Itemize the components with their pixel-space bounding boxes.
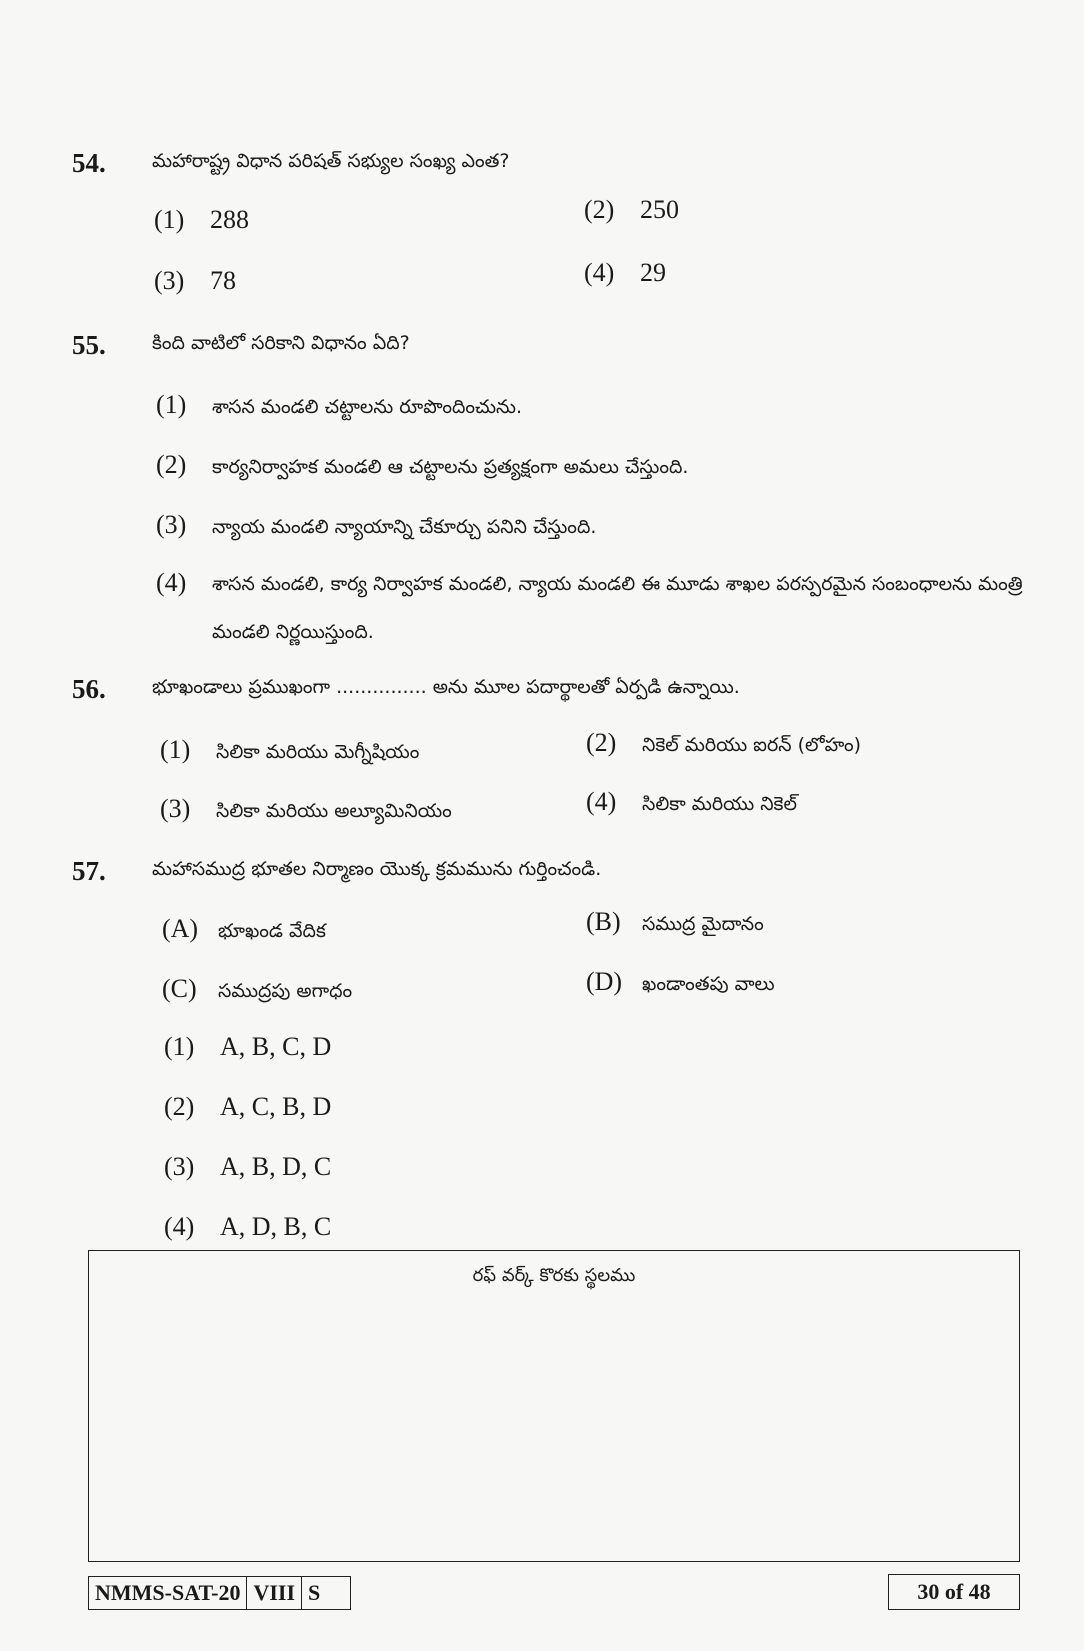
- option-value: కార్యనిర్వాహక మండలి ఆ చట్టాలను ప్రత్యక్షంగా అమలు చేస్తుంది.: [212, 456, 689, 478]
- footer-exam-code: NMMS-SAT-20: [89, 1577, 247, 1609]
- option: [164, 1212, 331, 1242]
- option: [154, 266, 236, 296]
- item-value: ఖండాంతపు వాలు: [642, 973, 775, 995]
- option: [154, 205, 249, 235]
- option-label: (1): [164, 1032, 195, 1061]
- question-number: 54.: [72, 148, 106, 178]
- option-value: 288: [210, 205, 249, 234]
- option-label: (3): [156, 510, 187, 539]
- option-value: న్యాయ మండలి న్యాయాన్ని చేకూర్చు పనిని చేస్తుంది.: [212, 516, 597, 538]
- option-label: (4): [586, 787, 617, 816]
- option-label: (2): [586, 728, 617, 757]
- question-number: 55.: [72, 330, 106, 360]
- option: [164, 1152, 331, 1182]
- statement-item: [586, 967, 775, 1000]
- option: [584, 258, 666, 288]
- option-label: (3): [164, 1152, 195, 1181]
- option: [164, 1032, 331, 1062]
- option-label: (1): [160, 735, 191, 764]
- option: [586, 787, 797, 820]
- option-label: (2): [156, 450, 187, 479]
- footer-class: VIII: [247, 1577, 302, 1609]
- option-value: సిలికా మరియు మెగ్నీషియం: [216, 741, 420, 763]
- footer-series: S: [308, 1580, 321, 1605]
- statement-item: [162, 974, 352, 1007]
- option-value: 250: [640, 195, 679, 224]
- option-label: (2): [584, 195, 615, 224]
- question-text: మహాసముద్ర భూతల నిర్మాణం యొక్క క్రమమును గుర్తించండి.: [152, 858, 602, 880]
- option-value: సిలికా మరియు అల్యూమినియం: [216, 800, 452, 822]
- option-label: (1): [154, 205, 185, 234]
- rough-work-label: రఫ్ వర్క్ కొరకు స్థలము: [472, 1265, 636, 1286]
- page-number: 30 of 48: [888, 1574, 1020, 1610]
- option-value: 29: [640, 258, 666, 287]
- option-label: (4): [156, 568, 187, 597]
- option-value: శాసన మండలి, కార్య నిర్వాహక మండలి, న్యాయ మండలి ఈ మూడు శాఖల పరస్పరమైన సంబంధాలను మంత్రి మండలి నిర్ణయిస్తుంది.: [212, 573, 1023, 643]
- question-text: భూఖండాలు ప్రముఖంగా ............... అను మూల పదార్థాలతో ఏర్పడి ఉన్నాయి.: [152, 676, 740, 698]
- item-value: సముద్రపు అగాధం: [218, 980, 353, 1002]
- option: [160, 794, 452, 827]
- option: [164, 1092, 331, 1122]
- item-value: భూఖండ వేదిక: [218, 920, 326, 942]
- option-value: A, D, B, C: [220, 1212, 332, 1241]
- option-label: (3): [160, 794, 191, 823]
- option-label: (3): [154, 266, 185, 295]
- question-number: 56.: [72, 674, 106, 704]
- option-value: A, B, C, D: [220, 1032, 332, 1061]
- option: [160, 735, 419, 768]
- item-value: సముద్ర మైదానం: [642, 913, 764, 935]
- option: [156, 510, 596, 543]
- footer-code-box: [88, 1576, 351, 1610]
- statement-item: [586, 907, 764, 940]
- option-label: (2): [164, 1092, 195, 1121]
- item-label: (B): [586, 907, 621, 936]
- option: [584, 195, 679, 225]
- option-value: A, B, D, C: [220, 1152, 332, 1181]
- option-label: (4): [584, 258, 615, 287]
- question-text: కింది వాటిలో సరికాని విధానం ఏది?: [152, 332, 410, 354]
- item-label: (A): [162, 914, 199, 943]
- option-value: శాసన మండలి చట్టాలను రూపొందించును.: [212, 396, 523, 418]
- item-label: (D): [586, 967, 623, 996]
- option-value: సిలికా మరియు నికెల్: [642, 793, 797, 815]
- statement-item: [162, 914, 326, 947]
- option-label: (1): [156, 390, 187, 419]
- question-number: 57.: [72, 856, 106, 886]
- option: [156, 390, 522, 423]
- question-text: మహారాష్ట్ర విధాన పరిషత్ సభ్యుల సంఖ్య ఎంత?: [152, 150, 510, 172]
- option-label: (4): [164, 1212, 195, 1241]
- option: [156, 450, 688, 483]
- option-value: A, C, B, D: [220, 1092, 332, 1121]
- option-value: 78: [210, 266, 236, 295]
- item-label: (C): [162, 974, 197, 1003]
- option: [586, 728, 861, 761]
- option-value: నికెల్ మరియు ఐరన్ (లోహం): [642, 734, 862, 756]
- rough-work-box: [88, 1250, 1020, 1562]
